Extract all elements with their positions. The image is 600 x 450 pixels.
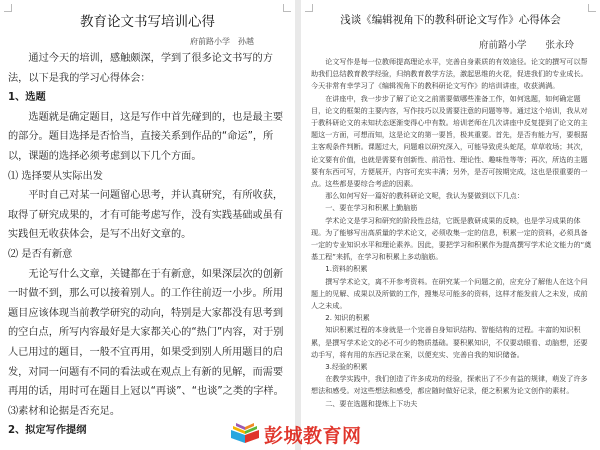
- left-paragraph: 通过今天的培训，感触颇深，学到了很多论文书写的方法，以下是我的学习心得体会：: [8, 53, 273, 84]
- site-watermark: [229, 420, 379, 446]
- left-paragraph: 2、拟定写作提纲: [8, 425, 87, 437]
- left-page-body: [8, 49, 290, 441]
- right-paragraph: 1.资料的积累: [325, 264, 368, 274]
- right-paragraph: 3.经验的积累: [325, 362, 368, 372]
- left-paragraph: ⑶素材和论据是否充足。: [8, 405, 121, 417]
- left-page-author: 府前路小学 孙越: [190, 37, 254, 46]
- book-logo-icon: [229, 422, 261, 444]
- right-page-body: [311, 56, 594, 410]
- right-paragraph: 在讲座中，我一步步了解了论文之前需要做哪些准备工作，如何选题，如何确定题目，论文的框架的主要内容，写作技巧以及需要注意的问题等等。通过这个培训，我从对于教科研论文的未知状态逐渐变得心中有数。培训老师在几次讲座中反复提到了论文的主题这一方面，可想而知，这是论文的第一要旨，极其重要。首先，是否有能力写，要根据主客观条件判断。课题过大，问题难以研究深入，可能导致虎头蛇尾，草草收场；其次，论文要有价值，也就是需要有创新性、前沿性、理论性、趣味性等等；再次，所选的主题要有东西可写，方便展开，内容可充实丰满；另外，是否可按期完成，这也是很重要的一点。这些都是要综合考虑的因素。: [311, 93, 588, 189]
- right-paragraph: 二、要在选题和提炼上下功夫: [325, 398, 418, 408]
- right-paragraph: 知识积累过程的本身就是一个完善自身知识结构、智能结构的过程。丰富的知识积累，是撰写学术论文的必不可少的物质基础。要积累知识，不仅要动眼看、动脑想，还要动手写，将有用的东西记录在案，以便充实、完善自我的知识储备。: [311, 325, 588, 359]
- watermark-text: 彭城教育网: [264, 425, 362, 447]
- right-paragraph: 撰写学术论文，离不开参考资料。在研究某一个问题之前，应充分了解他人在这个问题上的见解、成果以及所做的工作，搜集尽可能多的资料，这样才能发前人之未发，成前人之未成。: [311, 276, 588, 311]
- right-paragraph: 2. 知识的积累: [325, 313, 370, 323]
- left-paragraph: 平时自己对某一问题留心思考，并认真研究，有所收获，取得了研究成果的，才有可能考虑写作，没有实践基础或虽有实践但无收获体会，是写不出好文章的。: [8, 190, 284, 241]
- right-document-page: [301, 0, 600, 450]
- left-paragraph: 无论写什么文章，关键都在于有新意，如果深层次的创新一时做不到，那么可以接着别人。的工作往前迈一小步。所用题目应该体现当前教学研究的动向，特别是大家都没有思考到的空白点，所写内容最好是大家都关心的“热门”内容，对于别人已用过的题目，一般不宜再用，如果受到别人所用题目的启发，对同一问题有不同的看法或在观点上有新的见解，而需要再用的话，用时可在题目上冠以“再谈”、“也谈”之类的字样。: [8, 268, 284, 398]
- left-paragraph: 选题就是确定题目，这是写作中首先碰到的，也是最主要的部分。题目选择是否恰当，直接关系到作品的“命运”，所以，课题的选择必须考虑到以下几个方面。: [8, 111, 284, 162]
- left-paragraph: ⑵ 是否有新意: [8, 248, 73, 260]
- page-corner-mark: [305, 4, 313, 12]
- page-corner-mark: [588, 4, 596, 12]
- right-paragraph: 论文写作是每一位教师提高理论水平，完善自身素质的有效途径。论文的撰写可以帮助我们总结教育教学经验，归纳教育教学方法，激起思维的火花，促进我们的专业成长。今天非常有幸学习了《编辑视角下的教科研论文写作》的培训讲座，收获满满。: [311, 57, 588, 91]
- right-paragraph: 在教学实践中，我们创造了许多成功的经验，探索出了不少有益的规律，萌发了许多想法和感受。对这些想法和感受，都应随时做好记录，便之积累为论文创作的素材。: [311, 374, 588, 396]
- right-page-author: 府前路小学 张永玲: [479, 40, 575, 51]
- right-paragraph: 学术论文是学习和研究的阶段性总结，它既是教研成果的反映，也是学习成果的体现。为了能够写出高质量的学术论文，必须收集一定的信息，积累一定的资料，必须具备一定的专业知识水平和理论素养。因此，要把学习和积累作为提高撰写学术论文能力的“奠基工程”来抓，在学习和积累上多动脑筋。: [311, 215, 592, 262]
- left-page-title: 教育论文书写培训心得: [80, 14, 215, 30]
- left-paragraph: ⑴ 选择要从实际出发: [8, 170, 103, 182]
- left-paragraph: 1、选题: [8, 92, 46, 104]
- left-document-page: [0, 0, 295, 450]
- right-page-title: 浅谈《编辑视角下的教科研论文写作》心得体会: [340, 14, 561, 26]
- right-paragraph: 那么如何写好一篇好的教科研论文呢，我认为要做到以下几点：: [325, 191, 524, 201]
- right-paragraph: 一、要在学习和积累上勤脑筋: [325, 203, 418, 213]
